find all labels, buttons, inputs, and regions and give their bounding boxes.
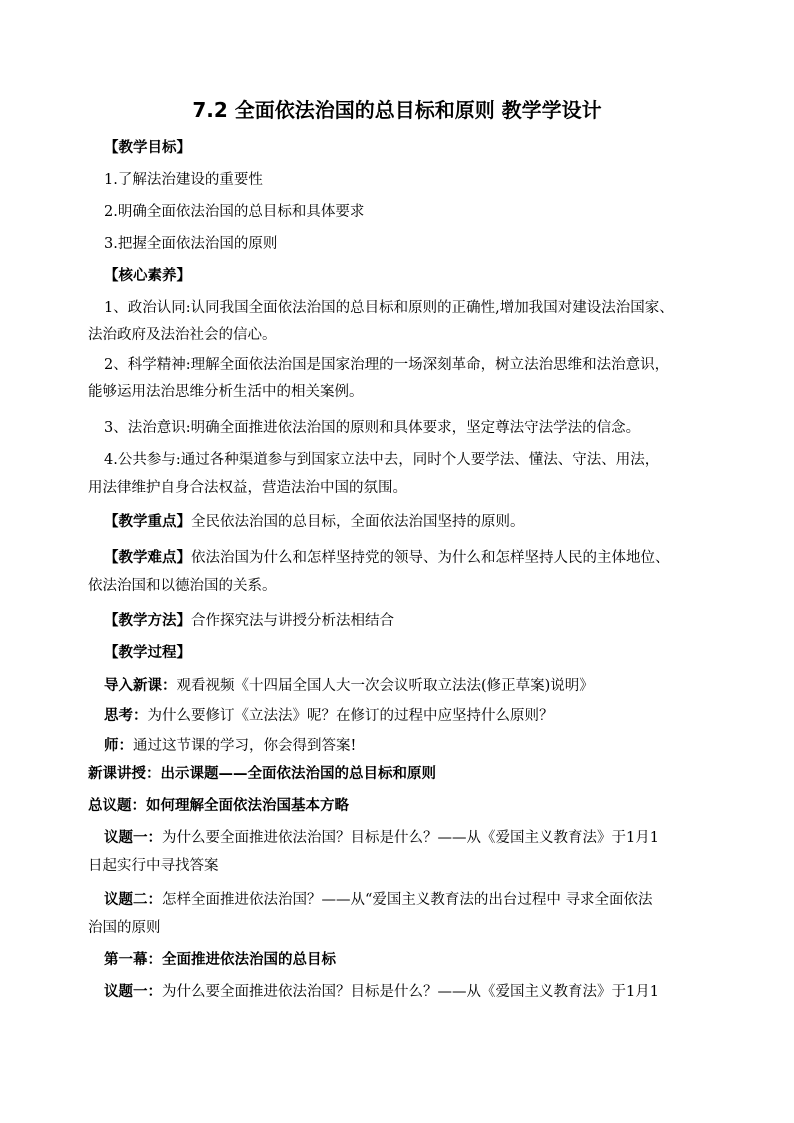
difficulty-text-cont: 依法治国和以德治国的关系。 <box>88 578 277 594</box>
think-line <box>104 706 744 726</box>
topic1b-label: 议题一： <box>104 984 162 1000</box>
difficulty-points <box>104 548 744 568</box>
process-heading: 【教学过程】 <box>104 645 191 661</box>
topic1-label: 议题一： <box>104 830 162 846</box>
method-label: 【教学方法】 <box>104 613 191 629</box>
literacy-item: 3、法治意识:明确全面推进依法治国的原则和具体要求，坚定尊法守法学法的信念。 <box>104 420 641 436</box>
key-text: 全民依法治国的总目标，全面依法治国坚持的原则。 <box>191 514 525 530</box>
topic1b-line <box>104 982 744 1002</box>
new-lesson: 新课讲授：出示课题——全面依法治国的总目标和原则 <box>88 766 436 782</box>
literacy-item: 2、科学精神:理解全面依法治国是国家治理的一场深刻革命，树立法治思维和法治意识， <box>104 357 670 373</box>
key-points <box>104 512 744 532</box>
literacy-item: 4.公共参与:通过各种渠道参与到国家立法中去，同时个人要学法、懂法、守法、用法， <box>104 452 660 468</box>
literacy-item: 1、政治认同:认同我国全面依法治国的总目标和原则的正确性,增加我国对建设法治国家、 <box>104 300 674 316</box>
topic1-text-cont: 日起实行中寻找答案 <box>88 858 219 874</box>
intro-line <box>104 676 744 696</box>
scene1-heading: 第一幕：全面推进依法治国的总目标 <box>104 952 336 968</box>
teacher-label: 师： <box>104 738 133 754</box>
method <box>104 611 744 631</box>
intro-text: 观看视频《十四届全国人大一次会议听取立法法(修正草案)说明》 <box>176 678 594 694</box>
topic2-label: 议题二： <box>104 892 162 908</box>
document-title: 7.2 全面依法治国的总目标和原则 教学学设计 <box>192 98 602 122</box>
difficulty-text: 依法治国为什么和怎样坚持党的领导、为什么和怎样坚持人民的主体地位、 <box>191 550 670 566</box>
goal-item: 3.把握全面依法治国的原则 <box>104 236 278 252</box>
topic1-text: 为什么要全面推进依法治国？目标是什么？——从《爱国主义教育法》于1月1 <box>162 830 659 846</box>
goals-heading: 【教学目标】 <box>104 140 191 156</box>
literacy-heading: 【核心素养】 <box>104 268 191 284</box>
goal-item: 1.了解法治建设的重要性 <box>104 172 263 188</box>
literacy-item-cont: 用法律维护自身合法权益，营造法治中国的氛围。 <box>88 480 407 496</box>
think-text: 为什么要修订《立法法》呢？在修订的过程中应坚持什么原则？ <box>147 708 554 724</box>
teacher-line <box>104 736 744 756</box>
method-text: 合作探究法与讲授分析法相结合 <box>191 613 394 629</box>
difficulty-label: 【教学难点】 <box>104 550 191 566</box>
think-label: 思考： <box>104 708 148 724</box>
literacy-item-cont: 能够运用法治思维分析生活中的相关案例。 <box>88 384 364 400</box>
key-label: 【教学重点】 <box>104 514 191 530</box>
topic1-line <box>104 828 744 848</box>
goal-item: 2.明确全面依法治国的总目标和具体要求 <box>104 204 365 220</box>
topic2-text-cont: 治国的原则 <box>88 920 161 936</box>
topic2-line <box>104 890 744 910</box>
topic2-text: 怎样全面推进依法治国？——从“爱国主义教育法的出台过程中 寻求全面依法 <box>162 892 653 908</box>
teacher-text: 通过这节课的学习，你会得到答案! <box>133 738 357 754</box>
literacy-item-cont: 法治政府及法治社会的信心。 <box>88 327 277 343</box>
intro-label: 导入新课： <box>104 678 177 694</box>
general-topic: 总议题：如何理解全面依法治国基本方略 <box>88 798 349 814</box>
topic1b-text: 为什么要全面推进依法治国？目标是什么？——从《爱国主义教育法》于1月1 <box>162 984 659 1000</box>
